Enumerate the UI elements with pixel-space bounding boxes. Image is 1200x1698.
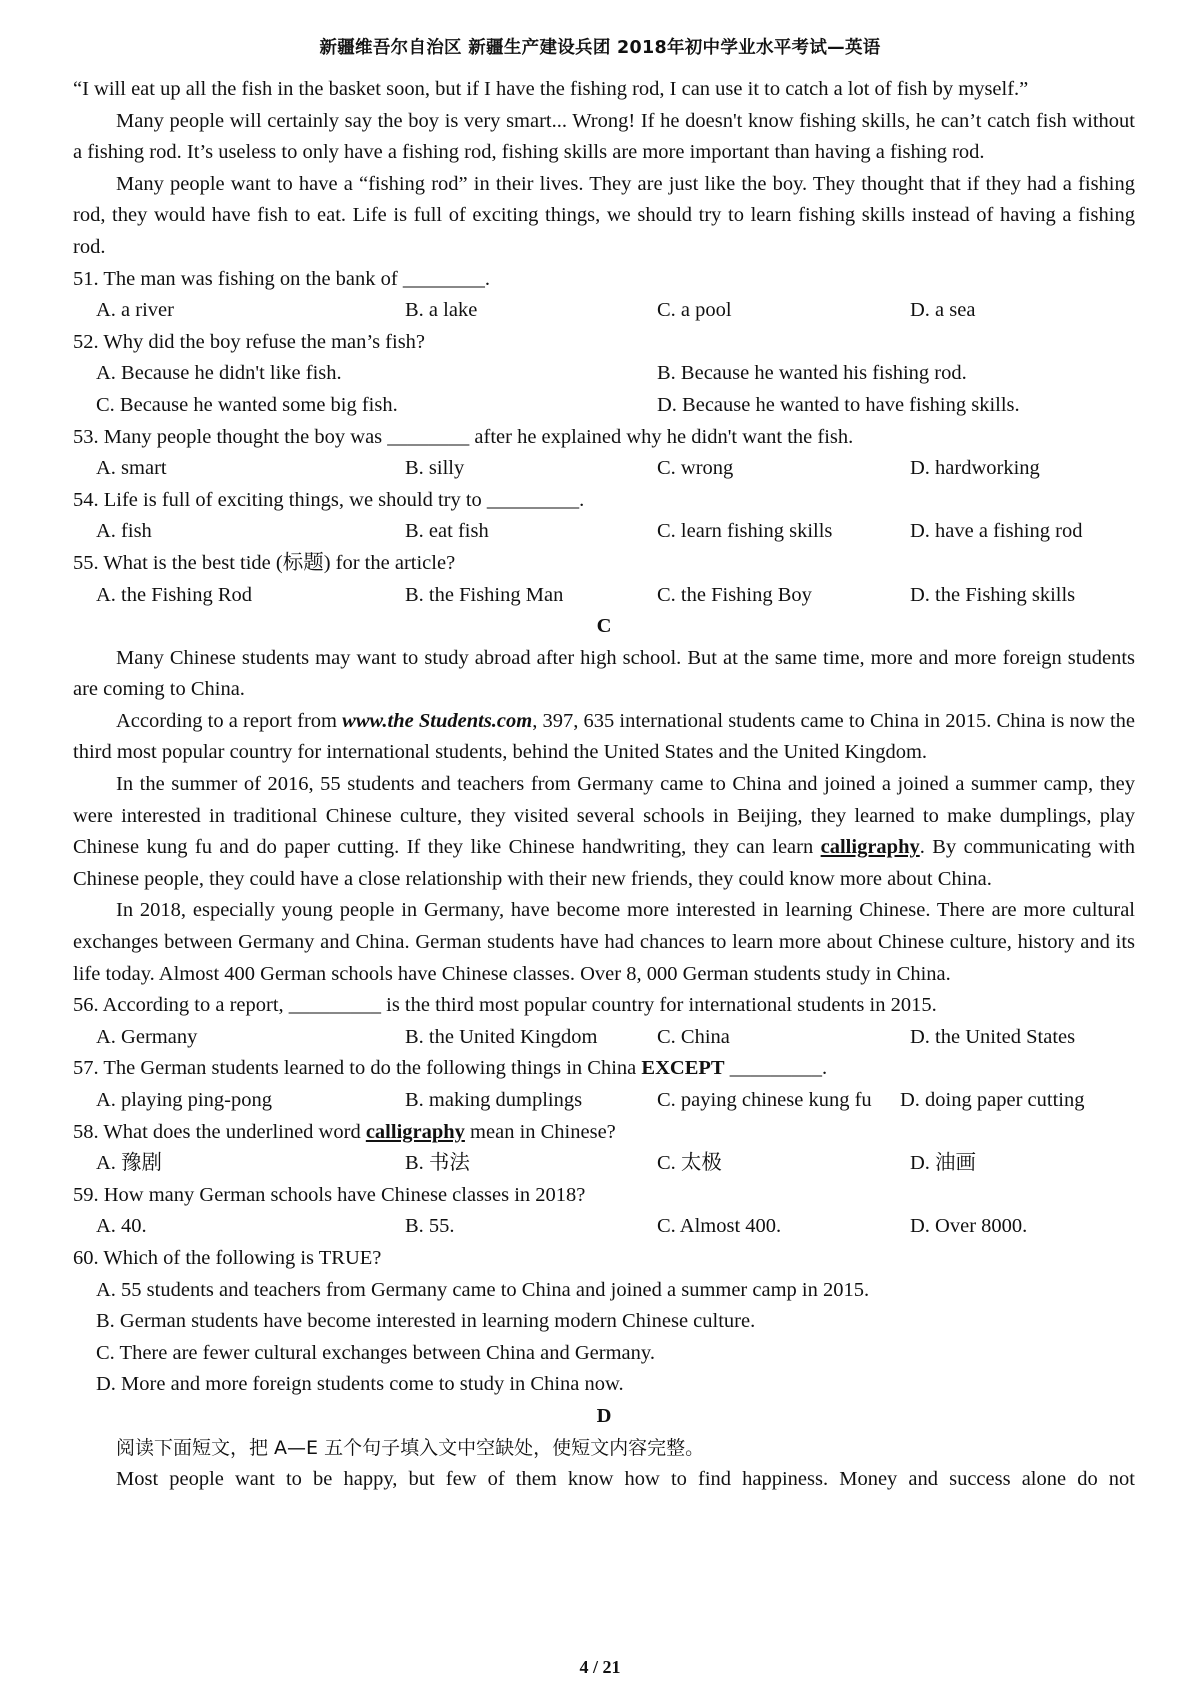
option-c: C. paying chinese kung fu [657, 1089, 872, 1111]
text-run: . By communicating with Chinese people, they could have a close relationship with their new friends, they could know more about China. [73, 836, 1135, 890]
option-a: A. playing ping-pong [96, 1089, 272, 1111]
text-run: , 397, 635 international students came to China in 2015. China is now the third most popular country for international students, behind the United States and the United Kingdom. [73, 709, 1135, 764]
option-c: C. Because he wanted some big fish. [96, 393, 398, 416]
question-54-options [73, 516, 1135, 548]
option-b: B. making dumplings [405, 1089, 583, 1111]
question-56-options [73, 1022, 1135, 1054]
passage-b-paragraph: “I will eat up all the fish in the basket soon, but if I have the fishing rod, I can use it to catch a lot of fish by myself.” [73, 78, 1029, 100]
section-d-heading: D [596, 1404, 612, 1427]
option-d: D. the Fishing skills [910, 583, 1076, 606]
option-a: A. 55 students and teachers from Germany came to China and joined a summer camp in 2015. [96, 1278, 870, 1301]
option-a: A. 豫剧 [96, 1152, 163, 1175]
question-57-options [73, 1085, 1135, 1117]
question-53-options [73, 453, 1135, 485]
option-d: D. More and more foreign students come to study in China now. [96, 1373, 624, 1396]
page-content [73, 74, 1135, 1496]
question-56: 56. According to a report, _________ is the third most popular country for international students in 2015. [73, 994, 937, 1017]
question-60: 60. Which of the following is TRUE? [73, 1246, 382, 1269]
section-c-paragraph-1: Many Chinese students may want to study abroad after high school. But at the same time, more and more foreign students are coming to China. [73, 646, 1135, 701]
question-52-options-ab [73, 358, 1135, 390]
option-c: C. China [657, 1025, 730, 1048]
option-a: A. a river [96, 299, 174, 322]
question-54: 54. Life is full of exciting things, we should try to _________. [73, 488, 585, 511]
option-a: A. Because he didn't like fish. [96, 362, 342, 385]
text-run: 58. What does the underlined word [73, 1120, 366, 1143]
text-run: _________. [724, 1057, 828, 1080]
question-58-options [73, 1148, 1135, 1180]
page-header: 新疆维吾尔自治区 新疆生产建设兵团 2018年初中学业水平考试—英语 [319, 38, 881, 58]
text-run: mean in Chinese? [464, 1120, 616, 1143]
option-d: D. Over 8000. [910, 1215, 1028, 1238]
section-c-paragraph-3 [73, 769, 1135, 895]
option-a: A. fish [96, 520, 152, 543]
section-c-paragraph-2 [73, 706, 1135, 769]
text-run: 57. The German students learned to do the following things in China [73, 1057, 642, 1080]
option-b: B. 55. [405, 1215, 455, 1238]
option-d: D. a sea [910, 299, 976, 322]
question-55: 55. What is the best tide (标题) for the article? [73, 551, 456, 574]
option-a: A. 40. [96, 1215, 147, 1238]
option-c: C. 太极 [657, 1152, 722, 1175]
section-c-paragraph-4: In 2018, especially young people in Germany, have become more interested in learning Chinese. There are more cultural exchanges between Germany and China. German students have had chances to learn more about Chinese culture, history and its life today. Almost 400 German schools have Chinese classes. Over 8, 000 German students study in China. [73, 899, 1135, 985]
section-d-instruction: 阅读下面短文，把 A—E 五个句子填入文中空缺处，使短文内容完整。 [116, 1436, 705, 1459]
option-c: C. wrong [657, 457, 734, 480]
option-b: B. the United Kingdom [405, 1025, 598, 1048]
option-c: C. the Fishing Boy [657, 583, 812, 606]
option-b: B. Because he wanted his fishing rod. [657, 362, 967, 385]
section-c-heading: C [596, 615, 612, 638]
passage-b-paragraph: Many people want to have a “fishing rod” in their lives. They are just like the boy. They thought that if they had a fishing rod, they would have fish to eat. Life is full of exciting things, we should try to learn fishing skills instead of having a fishing rod. [73, 172, 1135, 258]
option-b: B. German students have become interested in learning modern Chinese culture. [96, 1310, 756, 1333]
option-b: B. eat fish [405, 520, 489, 543]
option-b: B. a lake [405, 299, 478, 322]
question-57 [73, 1053, 1135, 1085]
option-a: A. smart [96, 457, 167, 480]
question-51-options [73, 295, 1135, 327]
option-d: D. hardworking [910, 457, 1040, 480]
option-c: C. a pool [657, 299, 732, 322]
question-59-options [73, 1211, 1135, 1243]
option-b: B. the Fishing Man [405, 583, 564, 606]
option-c: C. learn fishing skills [657, 520, 833, 543]
option-b: B. 书法 [405, 1152, 470, 1175]
option-c: C. Almost 400. [657, 1215, 782, 1238]
underlined-word: calligraphy [820, 836, 920, 859]
option-a: A. the Fishing Rod [96, 583, 253, 606]
passage-b-paragraph: Many people will certainly say the boy is very smart... Wrong! If he doesn't know fishing skills, he can’t catch fish without a fishing rod. It’s useless to only have a fishing rod, fishing skills are more important than having a fishing rod. [73, 109, 1135, 164]
underlined-word: calligraphy [365, 1120, 465, 1143]
question-52-options-cd [73, 390, 1135, 422]
question-58 [73, 1117, 1135, 1149]
option-d: D. Because he wanted to have fishing skills. [657, 393, 1020, 416]
option-c: C. There are fewer cultural exchanges between China and Germany. [96, 1341, 655, 1364]
text-run: According to a report from [116, 709, 343, 732]
question-51: 51. The man was fishing on the bank of ________. [73, 267, 490, 290]
question-52: 52. Why did the boy refuse the man’s fish? [73, 330, 426, 353]
option-d: D. the United States [910, 1025, 1076, 1048]
question-59: 59. How many German schools have Chinese classes in 2018? [73, 1183, 586, 1206]
section-d-paragraph-1: Most people want to be happy, but few of them know how to find happiness. Money and success alone do not [116, 1468, 1135, 1491]
option-b: B. silly [405, 457, 465, 480]
text-run: In the summer of 2016, 55 students and teachers from Germany came to China and joined a joined a summer camp, they were interested in traditional Chinese culture, they visited several schools in Beijing, they learned to make dumplings, play Chinese kung fu and do paper cutting. If they like Chinese handwriting, they can learn [73, 773, 1135, 859]
emphasis-word: EXCEPT [641, 1057, 725, 1080]
option-d: D. doing paper cutting [900, 1089, 1085, 1111]
question-55-options [73, 580, 1135, 612]
question-53: 53. Many people thought the boy was ________ after he explained why he didn't want the fish. [73, 425, 854, 448]
page-number: 4 / 21 [579, 1657, 621, 1677]
website-name: www.the Students.com [342, 709, 533, 732]
option-d: D. 油画 [910, 1152, 977, 1175]
option-d: D. have a fishing rod [910, 520, 1083, 543]
option-a: A. Germany [96, 1025, 198, 1048]
